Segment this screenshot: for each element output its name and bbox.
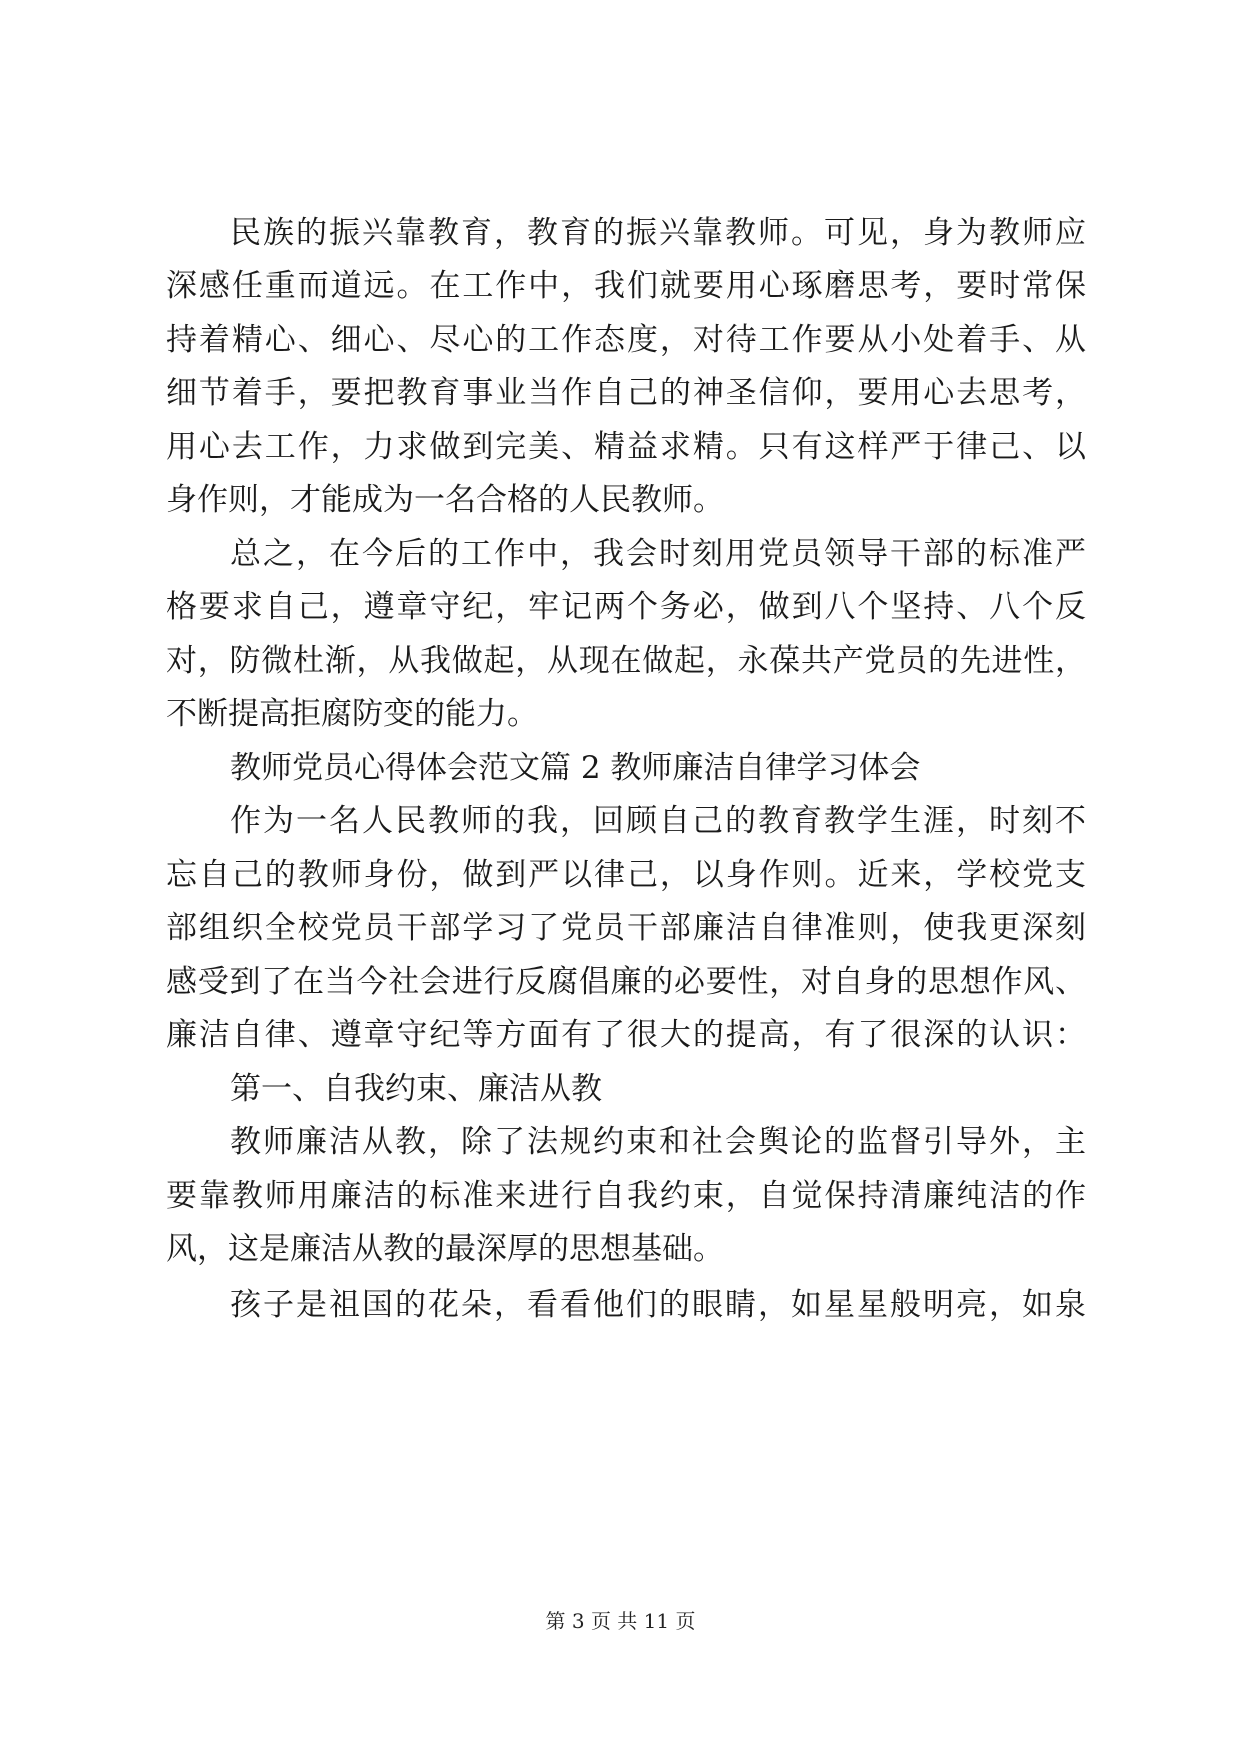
paragraph-1-line-5: 用心去工作，力求做到完美、精益求精。只有这样严于律己、以 bbox=[166, 429, 1086, 465]
paragraph-4-line-2: 要靠教师用廉洁的标准来进行自我约束，自觉保持清廉纯洁的作 bbox=[166, 1178, 1086, 1214]
paragraph-1-line-3: 持着精心、细心、尽心的工作态度，对待工作要从小处着手、从 bbox=[166, 322, 1086, 358]
paragraph-3-line-1: 作为一名人民教师的我，回顾自己的教育教学生涯，时刻不 bbox=[230, 803, 1086, 839]
paragraph-3-line-3: 部组织全校党员干部学习了党员干部廉洁自律准则，使我更深刻 bbox=[166, 910, 1086, 946]
section-heading: 教师党员心得体会范文篇 2 教师廉洁自律学习体会 bbox=[230, 750, 921, 786]
subheading-first: 第一、自我约束、廉洁从教 bbox=[230, 1071, 602, 1107]
paragraph-2-line-1: 总之，在今后的工作中，我会时刻用党员领导干部的标准严 bbox=[230, 536, 1086, 572]
paragraph-2-line-4: 不断提高拒腐防变的能力。 bbox=[166, 696, 538, 732]
paragraph-3-line-2: 忘自己的教师身份，做到严以律己，以身作则。近来，学校党支 bbox=[166, 857, 1086, 893]
page-number: 第 3 页 共 11 页 bbox=[545, 1609, 696, 1633]
paragraph-1-line-4: 细节着手，要把教育事业当作自己的神圣信仰，要用心去思考， bbox=[166, 375, 1086, 411]
paragraph-4-line-3: 风，这是廉洁从教的最深厚的思想基础。 bbox=[166, 1231, 724, 1267]
paragraph-1-line-2: 深感任重而道远。在工作中，我们就要用心琢磨思考，要时常保 bbox=[166, 268, 1086, 304]
page-footer bbox=[0, 1607, 1241, 1635]
paragraph-3-line-5: 廉洁自律、遵章守纪等方面有了很大的提高，有了很深的认识： bbox=[166, 1017, 1086, 1053]
paragraph-3-line-4: 感受到了在当今社会进行反腐倡廉的必要性，对自身的思想作风、 bbox=[166, 964, 1086, 1000]
paragraph-4-line-1: 教师廉洁从教，除了法规约束和社会舆论的监督引导外，主 bbox=[230, 1124, 1086, 1160]
paragraph-5-line-1: 孩子是祖国的花朵，看看他们的眼睛，如星星般明亮，如泉 bbox=[230, 1287, 1086, 1323]
paragraph-1-line-6: 身作则，才能成为一名合格的人民教师。 bbox=[166, 482, 724, 518]
paragraph-2-line-3: 对，防微杜渐，从我做起，从现在做起，永葆共产党员的先进性， bbox=[166, 643, 1086, 679]
paragraph-1-line-1: 民族的振兴靠教育，教育的振兴靠教师。可见，身为教师应 bbox=[230, 215, 1086, 251]
paragraph-2-line-2: 格要求自己，遵章守纪，牢记两个务必，做到八个坚持、八个反 bbox=[166, 589, 1086, 625]
